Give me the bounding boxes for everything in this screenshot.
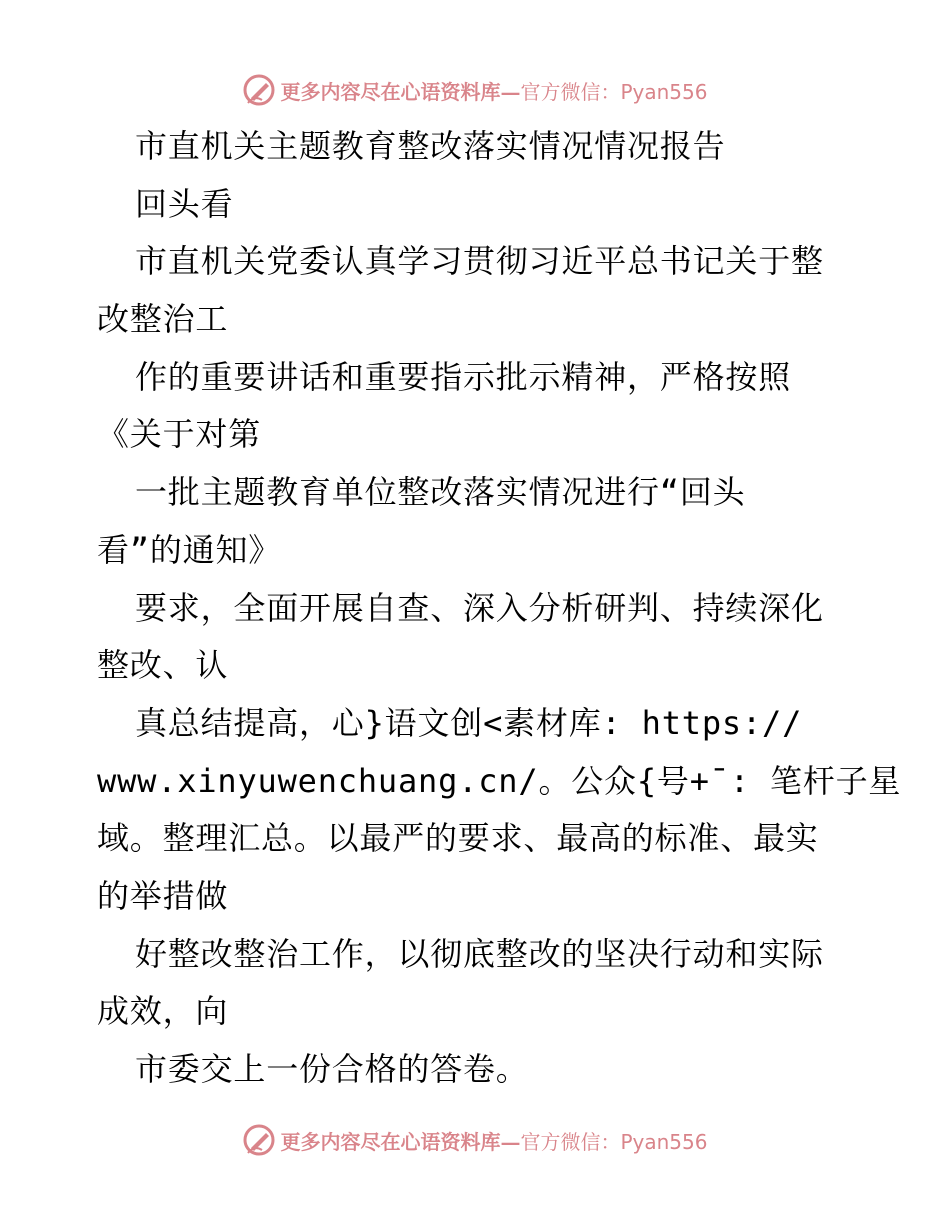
header-watermark <box>0 70 950 110</box>
watermark-wechat: 官方微信：Pyan556 <box>520 79 708 104</box>
watermark-text: 更多内容尽在心语资料库— <box>280 79 521 104</box>
footer-watermark <box>0 1120 950 1160</box>
text-line: 市委交上一份合格的答卷。 <box>135 1050 529 1088</box>
text-line: 要求，全面开展自查、深入分析研判、持续深化 <box>135 588 824 627</box>
text-line: 成效，向 <box>97 992 229 1031</box>
text-line: 市直机关党委认真学习贯彻习近平总书记关于整 <box>135 242 824 281</box>
text-line: 市直机关主题教育整改落实情况情况报告 <box>135 127 726 165</box>
text-line: 整改、认 <box>97 646 229 685</box>
text-line: 一批主题教育单位整改落实情况进行“回头 <box>135 473 746 512</box>
pen-seal-logo-icon <box>242 73 276 107</box>
text-line: 域。整理汇总。以最严的要求、最高的标准、最实 <box>97 819 819 858</box>
text-line: 作的重要讲话和重要指示批示精神，严格按照 <box>135 357 792 396</box>
text-line: 回头看 <box>135 184 234 223</box>
document-body <box>97 118 902 1099</box>
text-line: 真总结提高，心}语文创<素材库: https:// <box>135 703 803 742</box>
text-line: www.xinyuwenchuang.cn/。公众{号+¯: 笔杆子星 <box>97 761 902 800</box>
watermark-text: 更多内容尽在心语资料库— <box>280 1129 521 1154</box>
pen-seal-logo-icon <box>242 1123 276 1157</box>
text-line: 的举措做 <box>97 876 229 915</box>
text-line: 《关于对第 <box>97 415 262 454</box>
watermark-wechat: 官方微信：Pyan556 <box>520 1129 708 1154</box>
text-line: 看”的通知》 <box>97 530 282 569</box>
text-line: 改整治工 <box>97 300 229 339</box>
text-line: 好整改整治工作，以彻底整改的坚决行动和实际 <box>135 934 824 973</box>
